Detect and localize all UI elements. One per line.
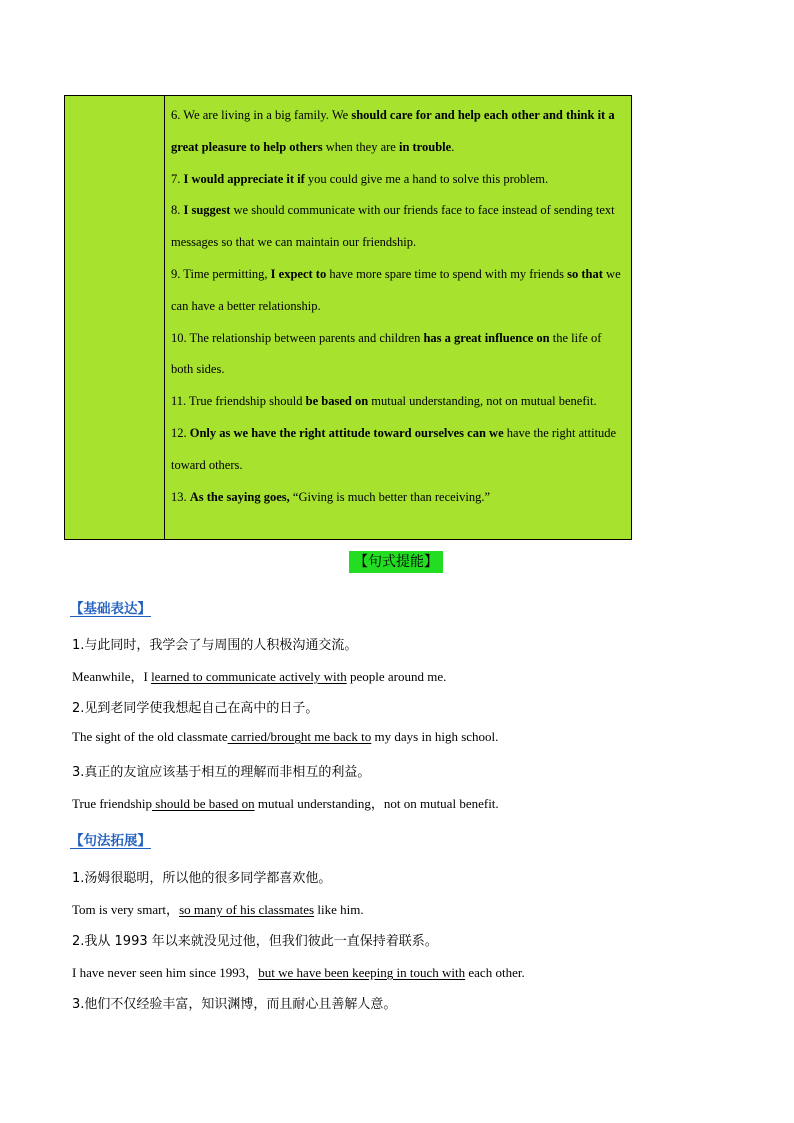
table-label-cell [65,96,165,540]
key-phrase: should care for and help each other and think it a great pleasure to help others [171,108,615,154]
table-sentence-cell [165,96,632,540]
sentence-text: “Giving is much better than receiving.” [289,489,491,504]
sentence-text: you could give me a hand to solve this problem. [304,171,549,186]
key-phrase: in trouble [398,139,452,154]
sentence-text: 10. The relationship between parents and children [171,330,424,345]
sentence-text: have more spare time to spend with my friends [326,266,568,281]
key-phrase: has a great influence on [423,330,550,345]
sentence-text: when they are [322,139,399,154]
sentence-text: we can have a better relationship. [171,266,621,313]
basic-item-2-en: The sight of the old classmate carried/brought me back to my days in high school. [72,729,499,744]
expand-item-2-zh: 2.我从 1993 年以来就没见过他，但我们彼此一直保持着联系。 [72,934,438,949]
section-heading: 【句式提能】 [349,551,443,573]
key-phrase: I suggest [183,203,231,218]
sentence-text: 6. We are living in a big family. We [171,108,352,122]
sentence-text: . [451,139,455,154]
key-sentence [171,482,625,514]
sentence-text: 9. Time permitting, [171,266,271,281]
answer-blank: should be based on [152,796,255,811]
key-phrase: be based on [305,394,369,409]
sentence-text: have the right attitude toward others. [171,425,617,472]
sentence-text: the life of both sides. [171,330,602,377]
sentence-text: 12. [171,425,190,440]
key-sentence [171,418,625,482]
basic-item-1-zh: 1.与此同时，我学会了与周围的人积极沟通交流。 [72,638,358,653]
sentence-text: 11. True friendship should [171,394,306,409]
key-sentence [171,195,625,259]
answer-blank: carried/brought me back to [227,729,372,744]
sentence-text: 8. [171,203,184,218]
expand-item-1-en: Tom is very smart，so many of his classmates like him. [72,902,364,917]
key-sentence [171,386,625,418]
sentence-text: we should communicate with our friends face to face instead of sending text messages so that we can maintain our friendship. [171,203,615,250]
sentence-text: 13. [171,489,190,504]
key-sentence [171,164,625,196]
key-sentence [171,259,625,323]
key-phrase: I would appreciate it if [183,171,305,186]
key-sentences-table [64,95,632,540]
expand-item-1-zh: 1.汤姆很聪明，所以他的很多同学都喜欢他。 [72,871,332,886]
expand-item-3-zh: 3.他们不仅经验丰富，知识渊博，而且耐心且善解人意。 [72,997,397,1012]
answer-blank: so many of his classmates [179,902,315,917]
key-phrase: so that [567,266,603,281]
basic-item-1-en: Meanwhile，I learned to communicate actively with people around me. [72,669,447,684]
answer-blank: learned to communicate actively with [151,669,347,684]
key-sentence [171,323,625,387]
basic-item-3-en: True friendship should be based on mutual understanding，not on mutual benefit. [72,796,499,811]
syntax-expansion-heading: 【句法拓展】 [70,833,151,849]
key-phrase: As the saying goes, [189,489,290,504]
key-phrase: Only as we have the right attitude toward ourselves can we [189,425,504,440]
sentence-text: mutual understanding, not on mutual benefit. [368,394,597,409]
sentence-list [171,100,625,513]
basic-item-3-zh: 3.真正的友谊应该基于相互的理解而非相互的利益。 [72,765,371,780]
key-sentence [171,100,625,164]
expand-item-2-en: I have never seen him since 1993，but we have been keeping in touch with each other. [72,965,525,980]
answer-blank: but we have been keeping in touch with [258,965,466,980]
basic-item-2-zh: 2.见到老同学使我想起自己在高中的日子。 [72,701,319,716]
key-phrase: I expect to [270,266,327,281]
sentence-text: 7. [171,171,184,186]
basic-expression-heading: 【基础表达】 [70,601,151,617]
